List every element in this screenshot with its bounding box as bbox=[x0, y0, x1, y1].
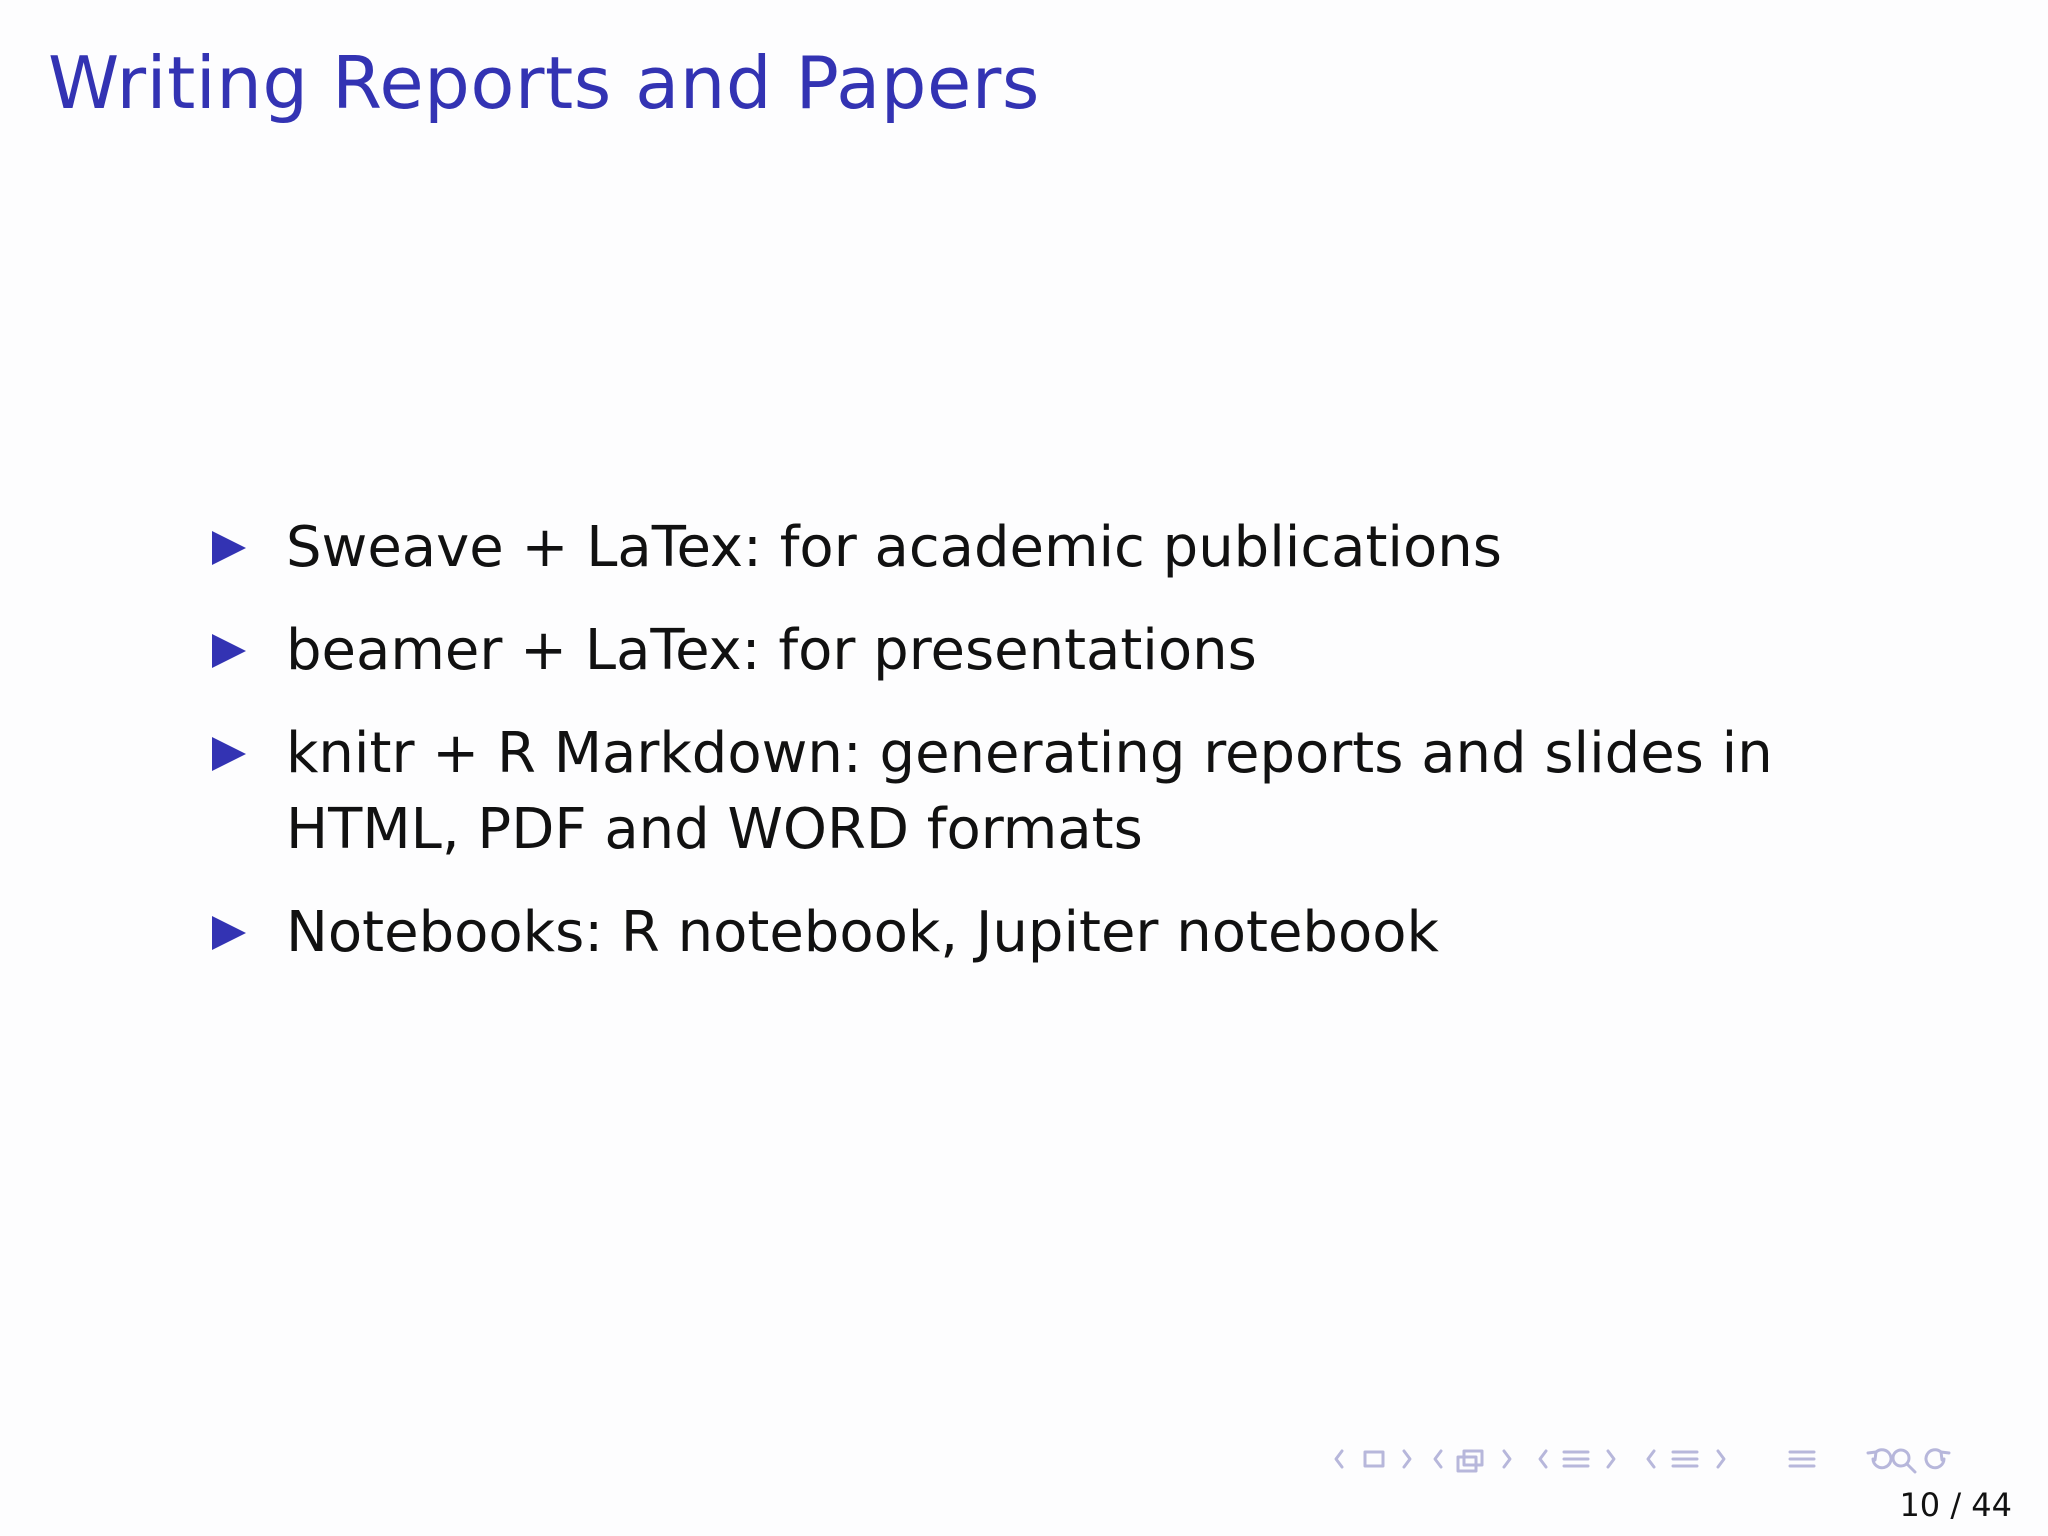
subsection-icon[interactable] bbox=[1540, 1451, 1614, 1467]
toc-icon[interactable] bbox=[1648, 1451, 1724, 1467]
forward-icon[interactable] bbox=[1926, 1450, 1949, 1468]
nav-right-arrow-icon[interactable] bbox=[1404, 1451, 1410, 1467]
search-icon[interactable] bbox=[1893, 1450, 1915, 1472]
bullet-text: knitr + R Markdown: generating reports and slides in HTML, PDF and WORD formats bbox=[286, 721, 1773, 862]
back-icon[interactable] bbox=[1868, 1450, 1891, 1468]
bullet-text: Notebooks: R notebook, Jupiter notebook bbox=[286, 900, 1439, 965]
triangle-right-icon bbox=[208, 613, 286, 689]
bullet-item bbox=[208, 716, 1918, 868]
bullet-list bbox=[208, 510, 1918, 998]
bullet-item bbox=[208, 613, 1918, 689]
triangle-right-icon bbox=[208, 716, 286, 792]
triangle-right-icon bbox=[208, 510, 286, 586]
nav-left-arrow-icon[interactable] bbox=[1336, 1451, 1342, 1467]
triangle-right-icon bbox=[208, 895, 286, 971]
section-frame-icon[interactable] bbox=[1435, 1451, 1510, 1471]
beamer-navigation-bar bbox=[1328, 1442, 2028, 1476]
frame-box-icon[interactable] bbox=[1365, 1452, 1383, 1466]
toc-icon[interactable] bbox=[1790, 1452, 1814, 1466]
bullet-text: beamer + LaTex: for presentations bbox=[286, 618, 1257, 683]
slide-title: Writing Reports and Papers bbox=[48, 41, 1040, 125]
bullet-item bbox=[208, 895, 1918, 971]
page-number: 10 / 44 bbox=[1899, 1486, 2012, 1524]
bullet-item bbox=[208, 510, 1918, 586]
bullet-text: Sweave + LaTex: for academic publications bbox=[286, 515, 1502, 580]
